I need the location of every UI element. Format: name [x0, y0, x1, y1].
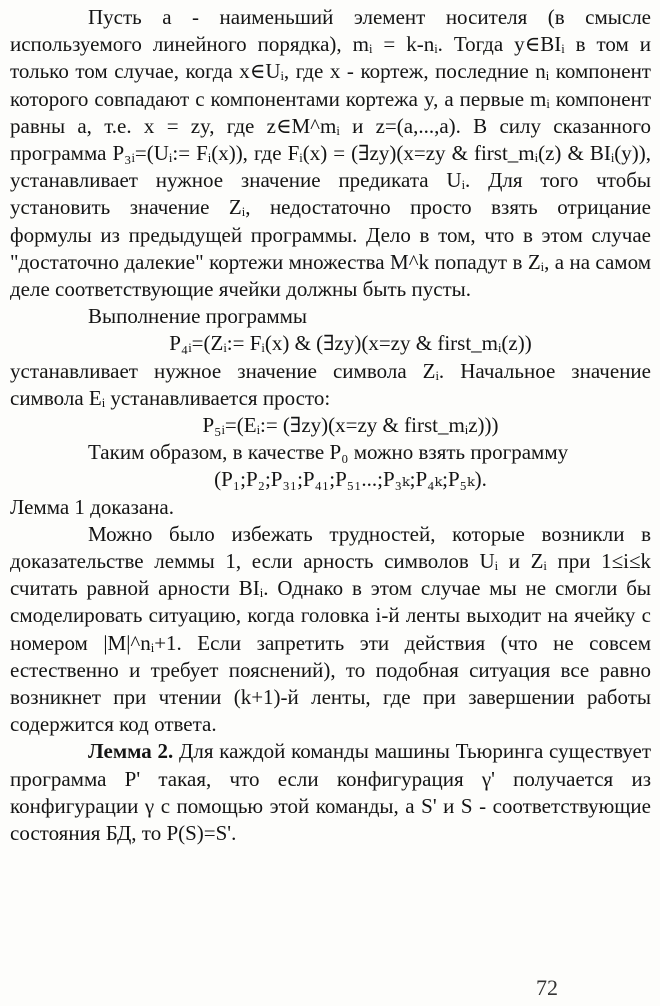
formula-p5: P₅ᵢ=(Eᵢ:= (∃zy)(x=zy & first_mᵢz))) [202, 413, 499, 438]
paragraph: Выполнение программы [88, 304, 308, 329]
lemma-2 [10, 738, 651, 847]
paragraph: устанавливает нужное значение символа Zᵢ. Начальное значение символа Eᵢ устанавливается просто: [10, 358, 651, 410]
text-body [10, 4, 651, 847]
paragraph: Пусть a - наименьший элемент носителя (в смысле используемого линейного порядка), mᵢ = k-nᵢ. Тогда y∈BIᵢ в том и только том случае, когда x∈Uᵢ, где x - кортеж, последние nᵢ компонент которого совпадают с компонентами кортежа y, а первые mᵢ компонент равны a, т.е. x = zy, где z∈M^mᵢ и z=(a,...,a). В силу сказанного программа P₃ᵢ=(Uᵢ:= Fᵢ(x)), где Fᵢ(x) = (∃zy)(x=zy & first_mᵢ(z) & BIᵢ(y)), устанавливает нужное значение предиката Uᵢ. Для того чтобы установить значение Zᵢ, недостаточно просто взять отрицание формулы из предыдущей программы. Дело в том, что в этом случае "достаточно далекие" кортежи множества M^k попадут в Zᵢ, а на самом деле соответствующие ячейки должны быть пусты. [10, 5, 651, 302]
lemma-2-statement: Для каждой команды машины Тьюринга существует программа P' такая, что если конфигурация γ' получается из конфигурации γ с помощью этой команды, а S' и S - соответствующие состояния БД, то P(S)=S'. [10, 739, 651, 846]
paragraph: Можно было избежать трудностей, которые возникли в доказательстве леммы 1, если арность символов Uᵢ и Zᵢ при 1≤i≤k считать равной арности BIᵢ. Однако в этом случае мы не смогли бы смоделировать ситуацию, когда головка i-й ленты выходит на ячейку с номером |M|^nᵢ+1. Если запретить эти действия (что не совсем естественно и требует пояснений), то подобная ситуация все равно возникнет при чтении (k+1)-й ленты, где при завершении работы содержится код ответа. [10, 521, 651, 737]
paragraph: Таким образом, в качестве P₀ можно взять программу [88, 440, 569, 465]
page-number: 72 [536, 975, 558, 1000]
formula-p4: P₄ᵢ=(Zᵢ:= Fᵢ(x) & (∃zy)(x=zy & first_mᵢ(z)) [169, 331, 532, 356]
formula-program-sequence: (P₁;P₂;P₃₁;P₄₁;P₅₁...;P₃ₖ;P₄ₖ;P₅ₖ). [214, 467, 487, 492]
lemma-1-end: Лемма 1 доказана. [10, 494, 174, 519]
lemma-2-label: Лемма 2. [88, 739, 174, 764]
